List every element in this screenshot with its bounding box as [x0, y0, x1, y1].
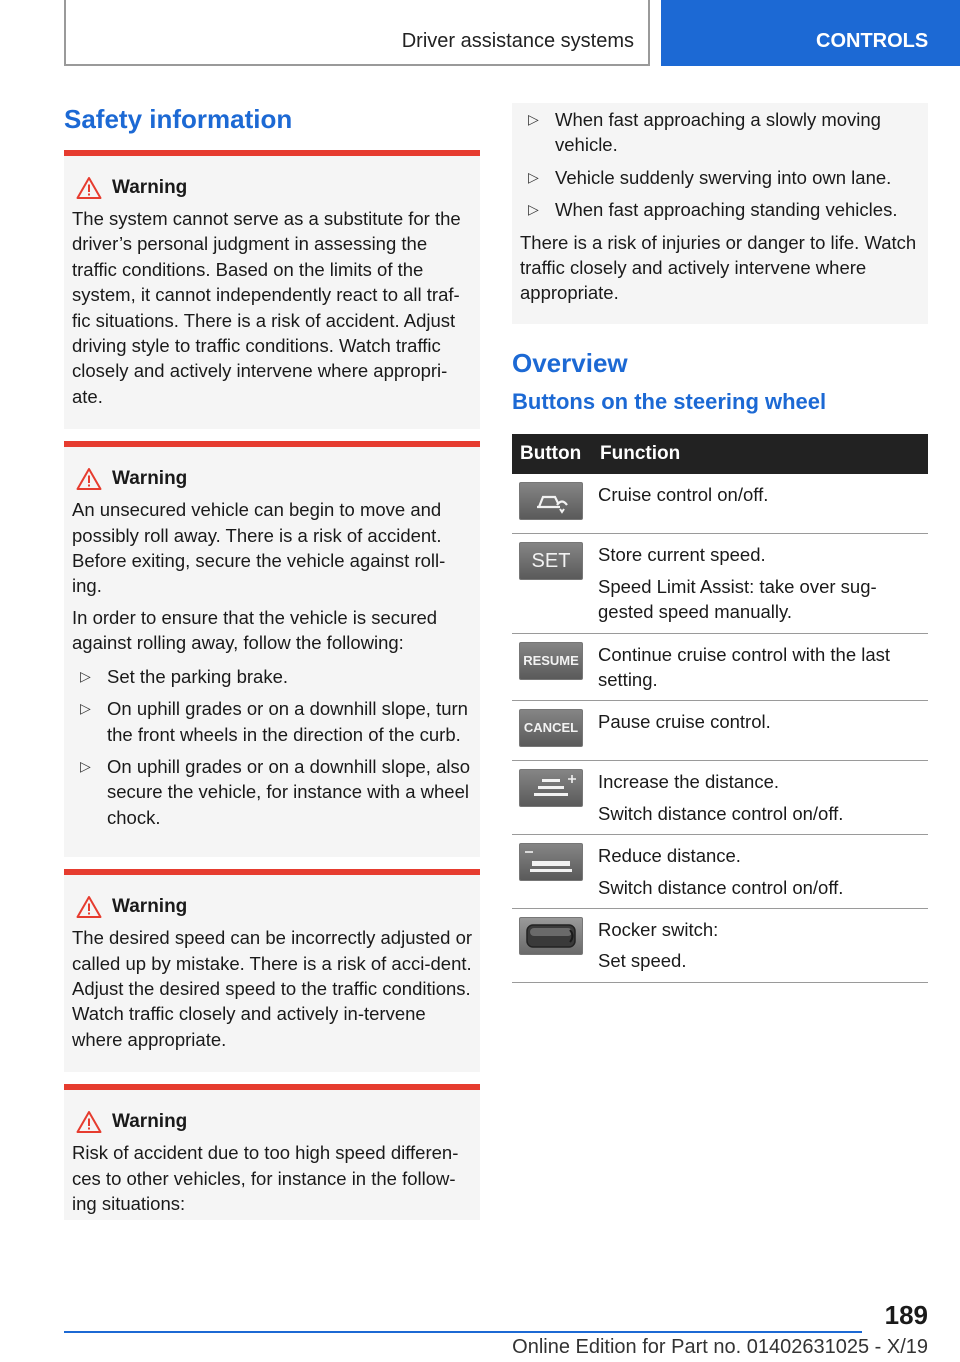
warning-box-continued: [512, 103, 928, 324]
column-header-function: Function: [592, 434, 928, 474]
warning-text: The desired speed can be incorrectly adjusted or called up by mistake. There is a risk of acci-dent. Adjust the desired speed to the traffic conditions. Watch traffic closely and actively in-tervene where appropriate.: [72, 927, 473, 1050]
list-item: ▷ On uphill grades or on a downhill slope, also secure the vehicle, for instance with a wheel chock.: [80, 755, 471, 828]
function-text: Reduce distance.: [598, 845, 741, 867]
header-chapter-title: CONTROLS: [816, 30, 929, 52]
warning-box-1: [64, 150, 480, 429]
rocker-switch-icon: [519, 917, 583, 955]
triangle-bullet-icon: ▷: [80, 700, 91, 717]
warning-triangle-icon: [76, 895, 102, 919]
triangle-bullet-icon: ▷: [528, 168, 539, 185]
triangle-bullet-icon: ▷: [528, 201, 539, 218]
table-row: [512, 633, 928, 701]
table-row: [512, 761, 928, 835]
safety-title: Safety information: [64, 104, 293, 134]
table-row: [512, 701, 928, 761]
warning-header: [72, 893, 474, 921]
warning-label: Warning: [112, 896, 188, 918]
warning-text: An unsecured vehicle can begin to move and possibly roll away. There is a risk of accident. Before exiting, secure the vehicle against roll-ing.: [72, 499, 446, 597]
cancel-button-icon: CANCEL: [519, 709, 583, 747]
triangle-bullet-icon: ▷: [80, 667, 91, 684]
warning-header: [72, 174, 474, 202]
warning-header: [72, 1108, 474, 1136]
function-text: Continue cruise control with the last setting.: [598, 643, 891, 690]
right-column: [512, 103, 928, 983]
warning-label: Warning: [112, 177, 188, 198]
warning-text-secondary: In order to ensure that the vehicle is secured against rolling away, follow the following:: [72, 606, 438, 654]
list-item: ▷ When fast approaching a slowly moving vehicle.: [528, 109, 881, 156]
warning-text: There is a risk of injuries or danger to life. Watch traffic closely and actively intervene where appropriate.: [520, 231, 917, 304]
warning-triangle-icon: [76, 467, 102, 491]
table-row: [512, 909, 928, 983]
function-text: Speed Limit Assist: take over sug-gested speed manually.: [598, 575, 877, 623]
warning-box-3: [64, 869, 480, 1072]
function-text: Switch distance control on/off.: [598, 802, 844, 824]
left-column: [64, 98, 480, 1220]
warning-text: Risk of accident due to too high speed differen-ces to other vehicles, for instance in the follow-ing situations:: [72, 1142, 459, 1214]
triangle-bullet-icon: ▷: [80, 757, 91, 774]
overview-title: Overview: [512, 347, 628, 378]
function-text: Store current speed.: [598, 544, 766, 566]
warning-list: [520, 107, 922, 223]
set-button-icon: SET: [519, 542, 583, 580]
column-header-button: Button: [512, 434, 592, 474]
table-header-row: [512, 434, 928, 474]
footer-divider: [64, 1331, 862, 1333]
steering-buttons-subtitle: Buttons on the steering wheel: [512, 388, 827, 414]
header-section-title: Driver assistance systems: [401, 30, 634, 52]
list-item: ▷ When fast approaching standing vehicles.: [520, 197, 922, 222]
function-text: Set speed.: [598, 950, 687, 972]
warning-label: Warning: [112, 468, 188, 490]
warning-text: The system cannot serve as a substitute for the driver’s personal judgment in assessing the traffic conditions. Based on the limits of the system, it cannot independently react to all traf-fic situations. There is a risk of accident. Adjust driving style to traffic conditions. Watch traffic closely and actively intervene where appropri-ate.: [72, 208, 461, 407]
warning-triangle-icon: [76, 1110, 102, 1134]
page-number: 189: [884, 1300, 928, 1330]
cruise-control-icon: [519, 482, 583, 520]
function-text: Switch distance control on/off.: [598, 876, 844, 898]
function-text: Rocker switch:: [598, 919, 719, 940]
resume-button-icon: RESUME: [519, 642, 583, 680]
header-chapter-tab: [661, 0, 960, 66]
warning-box-4: [64, 1084, 480, 1220]
warning-label: Warning: [112, 1111, 188, 1133]
list-item: ▷ Vehicle suddenly swerving into own lane.: [520, 165, 922, 190]
list-item: ▷ Set the parking brake.: [72, 664, 474, 689]
warning-header: [72, 465, 474, 493]
list-item: ▷ On uphill grades or on a downhill slope, turn the front wheels in the direction of the curb.: [80, 698, 468, 745]
warning-box-2: [64, 441, 480, 857]
header-section-tab: [64, 0, 650, 66]
table-row: [512, 835, 928, 909]
footer-edition: Online Edition for Part no. 01402631025 - X/19: [512, 1336, 928, 1358]
buttons-table: [512, 434, 928, 983]
function-text: Pause cruise control.: [598, 711, 771, 733]
distance-decrease-icon: [519, 843, 583, 881]
function-text: Cruise control on/off.: [598, 483, 769, 505]
table-row: [512, 474, 928, 534]
table-row: [512, 534, 928, 633]
triangle-bullet-icon: ▷: [528, 111, 539, 127]
warning-triangle-icon: [76, 176, 102, 200]
function-text: Increase the distance.: [598, 771, 779, 793]
warning-list: [72, 664, 474, 830]
distance-increase-icon: [519, 769, 583, 807]
